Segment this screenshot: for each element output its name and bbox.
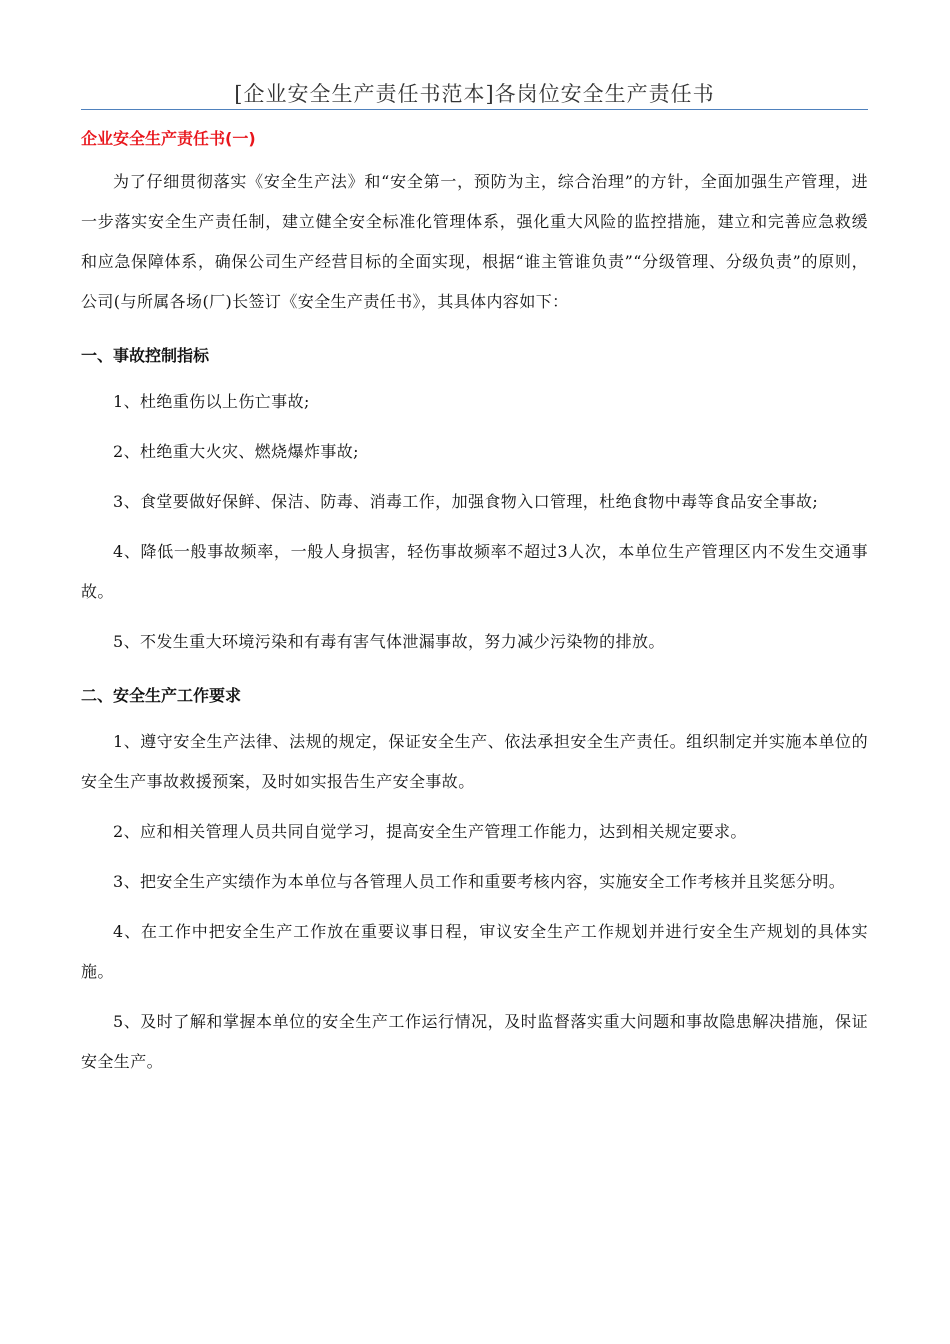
- section-work-requirements: [81, 682, 868, 1082]
- page-header-title: [企业安全生产责任书范本]各岗位安全生产责任书: [234, 82, 715, 106]
- section-heading: 一、事故控制指标: [81, 346, 210, 365]
- list-item: 1、遵守安全生产法律、法规的规定，保证安全生产、依法承担安全生产责任。组织制定并实施本单位的安全生产事故救援预案，及时如实报告生产安全事故。: [81, 732, 868, 791]
- list-item: 5、及时了解和掌握本单位的安全生产工作运行情况，及时监督落实重大问题和事故隐患解决措施，保证安全生产。: [81, 1012, 868, 1071]
- intro-paragraph: 为了仔细贯彻落实《安全生产法》和“安全第一，预防为主，综合治理”的方针，全面加强生产管理，进一步落实安全生产责任制，建立健全安全标准化管理体系，强化重大风险的监控措施，建立和完善应急救缓和应急保障体系，确保公司生产经营目标的全面实现，根据“谁主管谁负责”“分级管理、分级负责”的原则，公司(与所属各场(厂)长签订《安全生产责任书》，其具体内容如下：: [81, 172, 868, 311]
- list-item: 1、杜绝重伤以上伤亡事故;: [113, 392, 310, 411]
- list-item: 2、应和相关管理人员共同自觉学习，提高安全生产管理工作能力，达到相关规定要求。: [113, 822, 747, 841]
- section-heading: 二、安全生产工作要求: [81, 686, 242, 705]
- list-item: 3、把安全生产实绩作为本单位与各管理人员工作和重要考核内容，实施安全工作考核并且奖惩分明。: [113, 872, 846, 891]
- document-title: 企业安全生产责任书(一): [81, 129, 256, 148]
- section-accident-control: [81, 342, 868, 662]
- header-divider: [81, 109, 868, 110]
- list-item: 4、降低一般事故频率，一般人身损害，轻伤事故频率不超过3人次，本单位生产管理区内不发生交通事故。: [81, 542, 868, 601]
- list-item: 3、食堂要做好保鲜、保洁、防毒、消毒工作，加强食物入口管理，杜绝食物中毒等食品安全事故;: [113, 492, 819, 511]
- list-item: 5、不发生重大环境污染和有毒有害气体泄漏事故，努力减少污染物的排放。: [113, 632, 665, 651]
- document-body: [81, 124, 868, 1092]
- list-item: 2、杜绝重大火灾、燃烧爆炸事故;: [113, 442, 359, 461]
- list-item: 4、在工作中把安全生产工作放在重要议事日程，审议安全生产工作规划并进行安全生产规划的具体实施。: [81, 922, 868, 981]
